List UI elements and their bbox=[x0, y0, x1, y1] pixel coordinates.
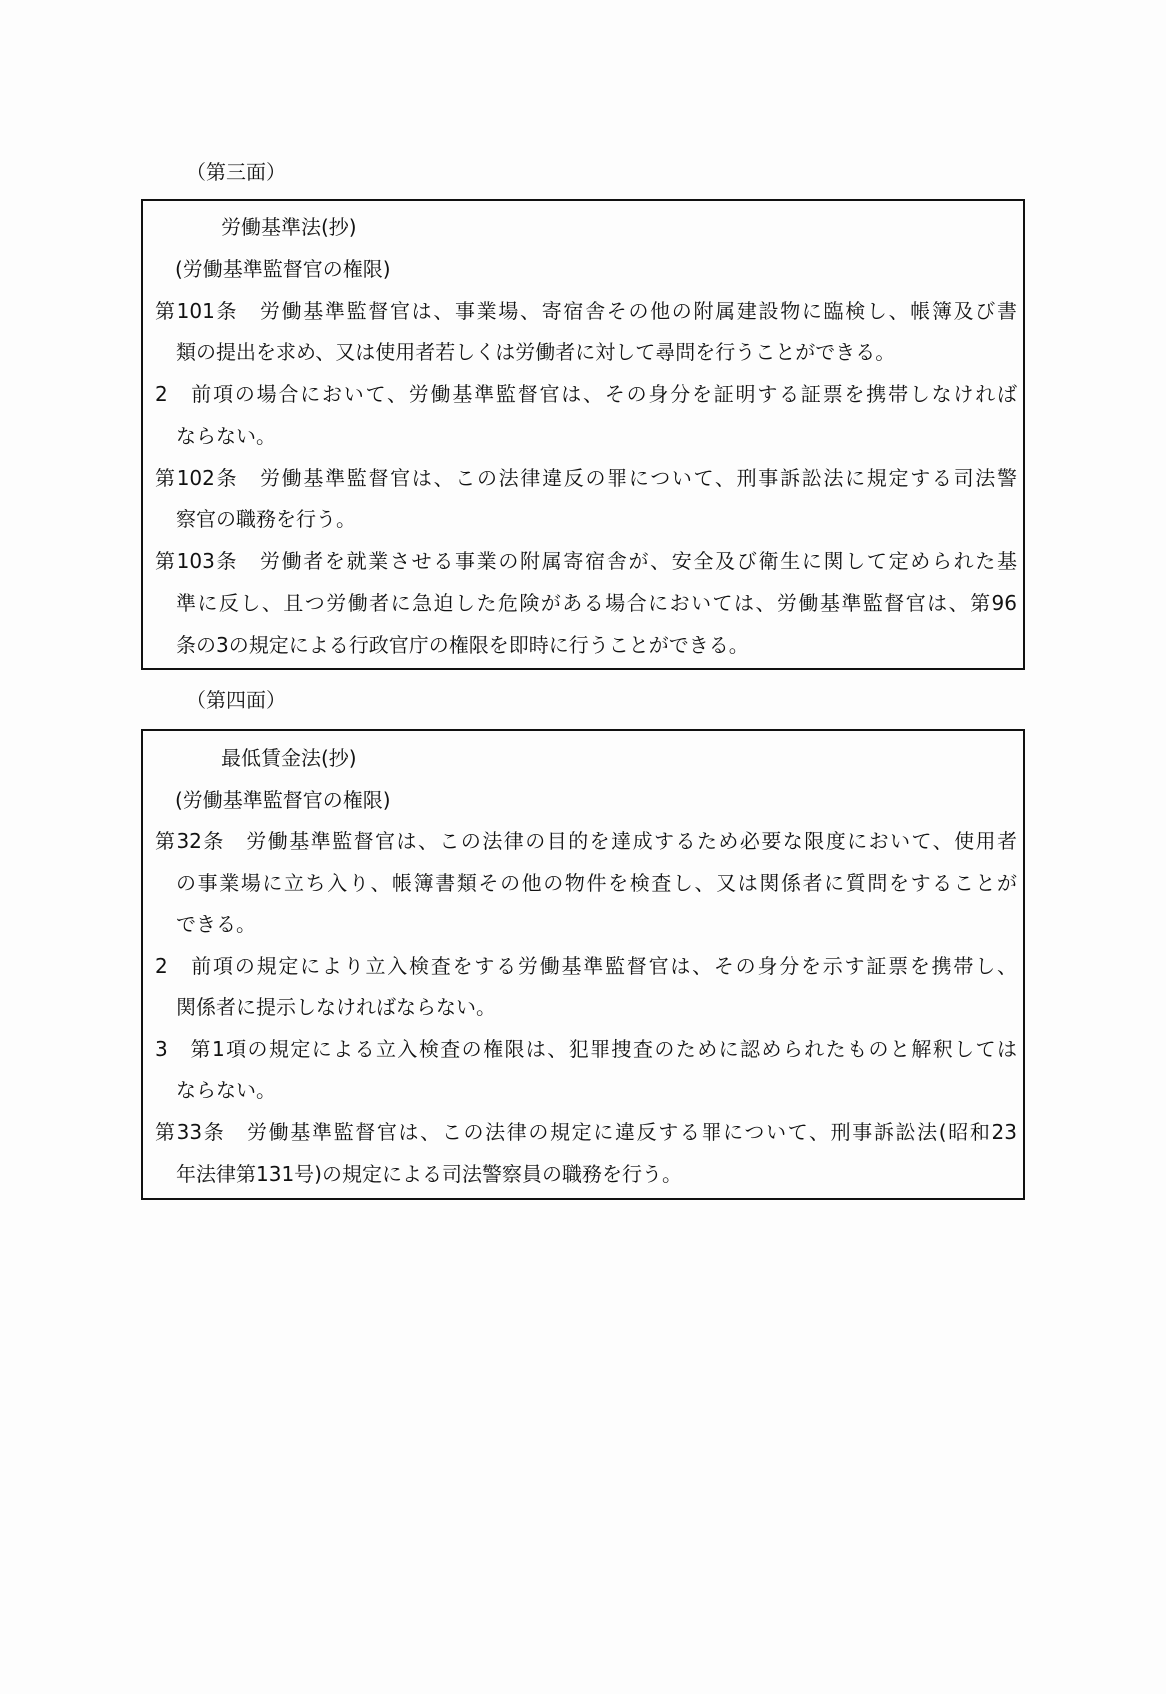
article-33-line-1: 第33条 労働基準監督官は、この法律の規定に違反する罪について、刑事訴訟法(昭和23 bbox=[155, 1120, 1017, 1144]
article-101-para-2-line-2: ならない。 bbox=[176, 424, 276, 448]
article-101-line-2: 類の提出を求め、又は使用者若しくは労働者に対して尋問を行うことができる。 bbox=[176, 340, 896, 364]
article-32-para-3-line-2: ならない。 bbox=[176, 1078, 276, 1102]
article-32-para-2-line-1: 2 前項の規定により立入検査をする労働基準監督官は、その身分を示す証票を携帯し、 bbox=[155, 954, 1017, 978]
article-32-line-2: の事業場に立ち入り、帳簿書類その他の物件を検査し、又は関係者に質問をすることが bbox=[176, 871, 1017, 895]
article-33-line-2: 年法律第131号)の規定による司法警察員の職務を行う。 bbox=[176, 1162, 682, 1186]
face-label-third: （第三面） bbox=[186, 160, 286, 184]
law-title: 労働基準法(抄) bbox=[221, 215, 357, 239]
article-32-para-3-line-1: 3 第1項の規定による立入検査の権限は、犯罪捜査のために認められたものと解釈しては bbox=[155, 1037, 1017, 1061]
minimum-wage-act-excerpt-box bbox=[141, 729, 1025, 1200]
face-label-fourth: （第四面） bbox=[186, 688, 286, 712]
article-101-para-2-line-1: 2 前項の場合において、労働基準監督官は、その身分を証明する証票を携帯しなければ bbox=[155, 382, 1017, 406]
article-103-line-3: 条の3の規定による行政官庁の権限を即時に行うことができる。 bbox=[176, 633, 749, 657]
section-heading: (労働基準監督官の権限) bbox=[175, 257, 391, 281]
article-32-line-1: 第32条 労働基準監督官は、この法律の目的を達成するため必要な限度において、使用者 bbox=[155, 829, 1017, 853]
article-102-line-2: 察官の職務を行う。 bbox=[176, 507, 356, 531]
article-101-line-1: 第101条 労働基準監督官は、事業場、寄宿舎その他の附属建設物に臨検し、帳簿及び書 bbox=[155, 299, 1017, 323]
article-103-line-1: 第103条 労働者を就業させる事業の附属寄宿舎が、安全及び衛生に関して定められた基 bbox=[155, 549, 1017, 573]
article-103-line-2: 準に反し、且つ労働者に急迫した危険がある場合においては、労働基準監督官は、第96 bbox=[176, 591, 1017, 615]
law-title: 最低賃金法(抄) bbox=[221, 746, 357, 770]
section-heading: (労働基準監督官の権限) bbox=[175, 788, 391, 812]
labor-standards-act-excerpt-box bbox=[141, 199, 1025, 670]
article-32-line-3: できる。 bbox=[176, 912, 256, 936]
article-32-para-2-line-2: 関係者に提示しなければならない。 bbox=[176, 995, 496, 1019]
article-102-line-1: 第102条 労働基準監督官は、この法律違反の罪について、刑事訴訟法に規定する司法警 bbox=[155, 466, 1017, 490]
